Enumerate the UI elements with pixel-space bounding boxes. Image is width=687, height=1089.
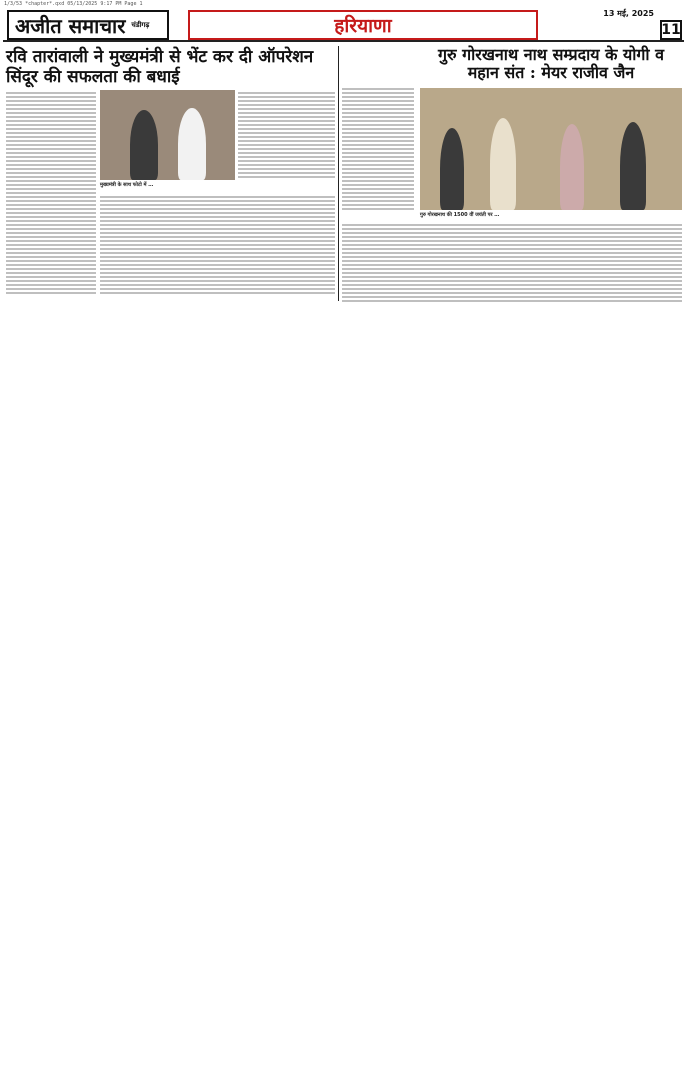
logo-name: अजीत समाचार [15, 13, 126, 38]
photo-s2 [420, 88, 682, 210]
masthead [3, 8, 684, 42]
newspaper-logo [7, 10, 169, 40]
body-s1b [100, 194, 335, 295]
caption-s2: गुरु गोरखनाथ की 1500 वीं जयंती पर … [420, 212, 500, 218]
body-s2b [342, 222, 682, 302]
column-rule [338, 46, 339, 301]
caption-s1: मुख्यमंत्री के साथ फोटो में … [100, 182, 154, 188]
print-meta: 1/3/53 *chapter*.qxd 05/13/2025 9:17 PM Page 1 [4, 1, 143, 7]
logo-city: चंडीगढ़ [131, 20, 150, 29]
issue-date: 13 मई, 2025 [603, 9, 654, 18]
body-s1c [238, 90, 335, 178]
body-s2a [342, 86, 414, 211]
body-s1a [6, 90, 96, 295]
section-title: हरियाणा [188, 10, 538, 40]
headline-s1: रवि तारांवाली ने मुख्यमंत्री से भेंट कर दी ऑपरेशन सिंदूर की सफलता की बधाई [6, 47, 314, 87]
photo-s1 [100, 90, 235, 180]
headline-s2: गुरु गोरखनाथ नाथ सम्प्रदाय के योगी व महान संत : मेयर राजीव जैन [438, 45, 664, 83]
page-number: 11 [661, 22, 681, 38]
